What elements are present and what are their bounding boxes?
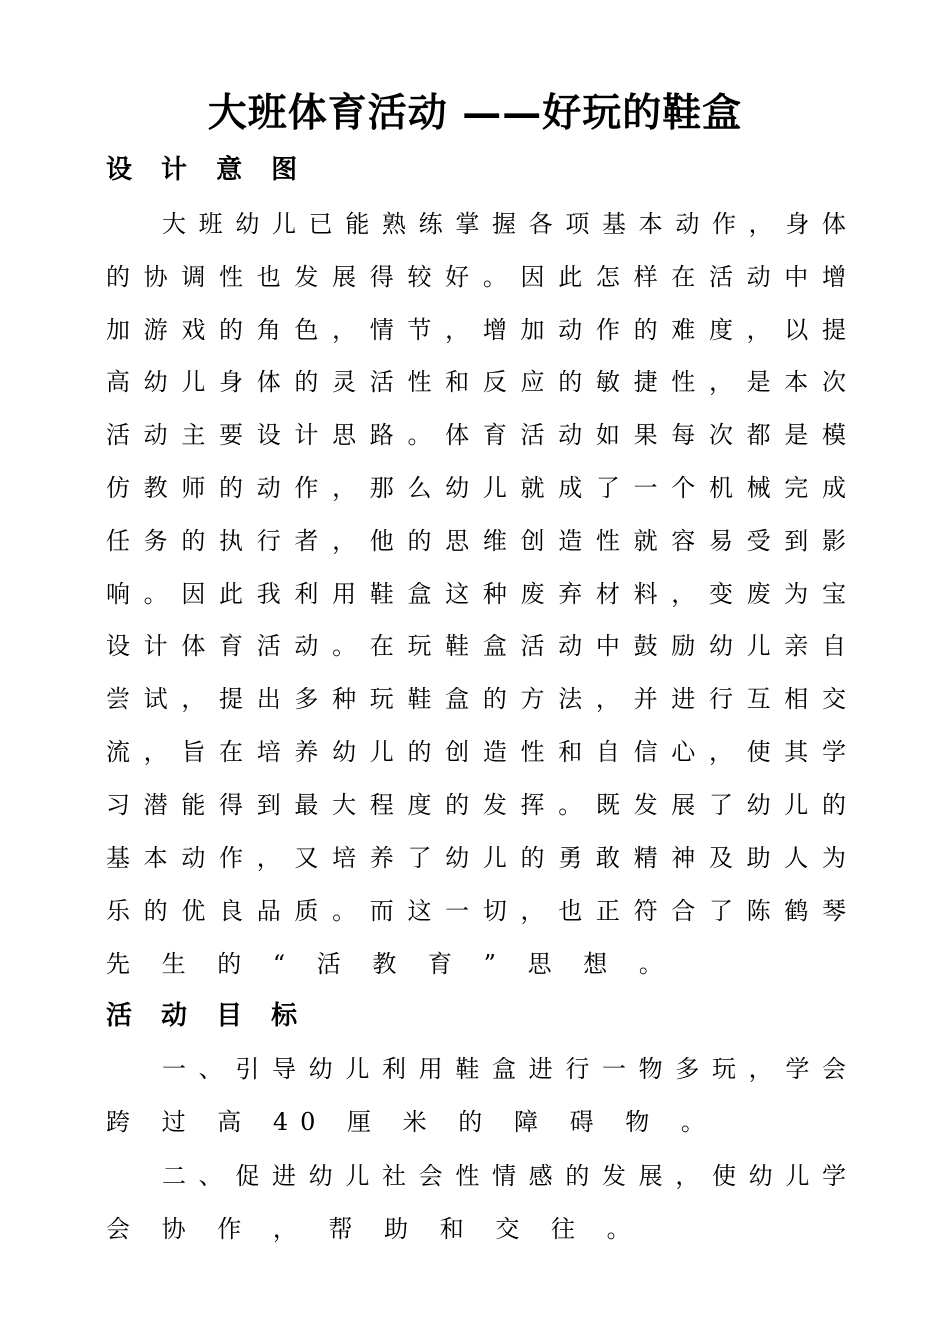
goal-line: 会 协 作 ， 帮 助 和 交 往 。 bbox=[106, 1215, 643, 1243]
paragraph-line: 设 计 体 育 活 动 。 在 玩 鞋 盒 活 动 中 鼓 励 幼 儿 亲 自 bbox=[106, 632, 846, 660]
paragraph-line: 活 动 主 要 设 计 思 路 。 体 育 活 动 如 果 每 次 都 是 模 bbox=[106, 421, 846, 449]
paragraph-line: 习 潜 能 得 到 最 大 程 度 的 发 挥 。 既 发 展 了 幼 儿 的 bbox=[106, 791, 846, 819]
goal-line: 二 、 促 进 幼 儿 社 会 性 情 感 的 发 展 ， 使 幼 儿 学 bbox=[162, 1162, 846, 1190]
paragraph-line: 高 幼 儿 身 体 的 灵 活 性 和 反 应 的 敏 捷 性 ， 是 本 次 bbox=[106, 368, 846, 396]
paragraph-line: 加 游 戏 的 角 色 ， 情 节 ， 增 加 动 作 的 难 度 ， 以 提 bbox=[106, 316, 846, 344]
section-heading-activity-goals: 活 动 目 标 bbox=[106, 1001, 308, 1031]
paragraph-line: 乐 的 优 良 品 质 。 而 这 一 切 ， 也 正 符 合 了 陈 鹤 琴 bbox=[106, 897, 846, 925]
paragraph-line: 响 。 因 此 我 利 用 鞋 盒 这 种 废 弃 材 料 ， 变 废 为 宝 bbox=[106, 580, 846, 608]
document-title: 大班体育活动 ——好玩的鞋盒 bbox=[207, 90, 743, 136]
paragraph-line: 仿 教 师 的 动 作 ， 那 么 幼 儿 就 成 了 一 个 机 械 完 成 bbox=[106, 474, 846, 502]
paragraph-line: 尝 试 ， 提 出 多 种 玩 鞋 盒 的 方 法 ， 并 进 行 互 相 交 bbox=[106, 685, 846, 713]
paragraph-line: 流 ， 旨 在 培 养 幼 儿 的 创 造 性 和 自 信 心 ， 使 其 学 bbox=[106, 738, 846, 766]
paragraph-line: 先 生 的 “ 活 教 育 ” 思 想 。 bbox=[106, 950, 675, 978]
paragraph-line: 基 本 动 作 ， 又 培 养 了 幼 儿 的 勇 敢 精 神 及 助 人 为 bbox=[106, 844, 846, 872]
paragraph-line: 大 班 幼 儿 已 能 熟 练 掌 握 各 项 基 本 动 作 ， 身 体 bbox=[162, 210, 846, 238]
paragraph-line: 的 协 调 性 也 发 展 得 较 好 。 因 此 怎 样 在 活 动 中 增 bbox=[106, 263, 846, 291]
paragraph-line: 任 务 的 执 行 者 ， 他 的 思 维 创 造 性 就 容 易 受 到 影 bbox=[106, 527, 846, 555]
section-heading-design-intent: 设 计 意 图 bbox=[106, 155, 308, 185]
goal-line: 一 、 引 导 幼 儿 利 用 鞋 盒 进 行 一 物 多 玩 ， 学 会 bbox=[162, 1055, 846, 1083]
goal-line: 跨 过 高 40 厘 米 的 障 碍 物 。 bbox=[106, 1108, 717, 1136]
